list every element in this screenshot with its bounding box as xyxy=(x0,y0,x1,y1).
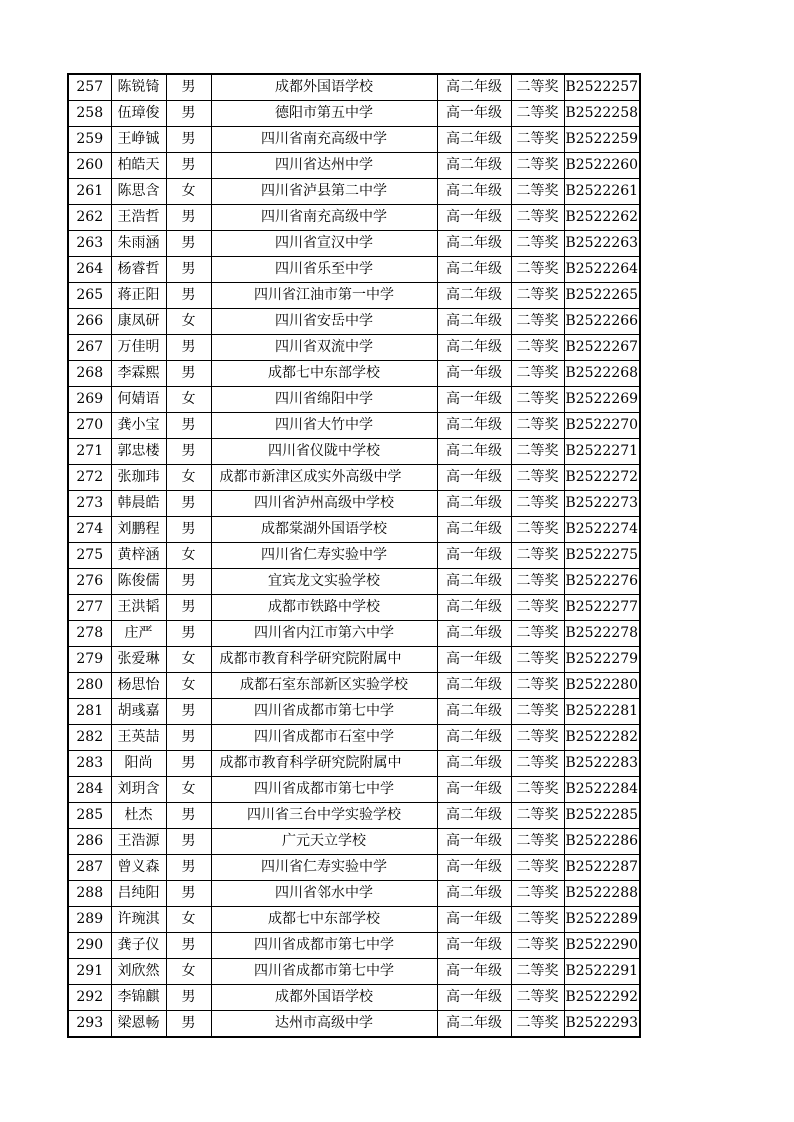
cell-gender: 男 xyxy=(166,74,211,101)
cell-certificate-id: B2522288 xyxy=(564,881,640,907)
cell-grade: 高一年级 xyxy=(437,777,511,803)
cell-grade: 高二年级 xyxy=(437,413,511,439)
table-row xyxy=(68,1011,640,1038)
cell-grade: 高一年级 xyxy=(437,465,511,491)
cell-grade: 高二年级 xyxy=(437,257,511,283)
cell-number: 261 xyxy=(68,179,111,205)
table-row xyxy=(68,101,640,127)
table-row xyxy=(68,335,640,361)
cell-school: 四川省成都市石室中学 xyxy=(211,725,437,751)
table-row xyxy=(68,569,640,595)
cell-gender: 男 xyxy=(166,725,211,751)
cell-school: 德阳市第五中学 xyxy=(211,101,437,127)
cell-name: 梁恩畅 xyxy=(111,1011,166,1038)
table-row xyxy=(68,959,640,985)
table-row xyxy=(68,647,640,673)
cell-gender: 女 xyxy=(166,647,211,673)
cell-gender: 男 xyxy=(166,855,211,881)
cell-number: 283 xyxy=(68,751,111,777)
cell-grade: 高二年级 xyxy=(437,621,511,647)
cell-award: 二等奖 xyxy=(511,335,564,361)
cell-school: 四川省成都市第七中学 xyxy=(211,933,437,959)
cell-gender: 女 xyxy=(166,777,211,803)
cell-award: 二等奖 xyxy=(511,725,564,751)
cell-award: 二等奖 xyxy=(511,881,564,907)
cell-number: 257 xyxy=(68,74,111,101)
cell-certificate-id: B2522268 xyxy=(564,361,640,387)
cell-certificate-id: B2522282 xyxy=(564,725,640,751)
cell-school: 四川省南充高级中学 xyxy=(211,127,437,153)
cell-number: 281 xyxy=(68,699,111,725)
cell-award: 二等奖 xyxy=(511,439,564,465)
cell-gender: 男 xyxy=(166,621,211,647)
cell-gender: 男 xyxy=(166,569,211,595)
cell-number: 286 xyxy=(68,829,111,855)
cell-certificate-id: B2522258 xyxy=(564,101,640,127)
cell-gender: 男 xyxy=(166,751,211,777)
cell-award: 二等奖 xyxy=(511,1011,564,1038)
table-row xyxy=(68,179,640,205)
cell-school: 四川省三台中学实验学校 xyxy=(211,803,437,829)
cell-grade: 高二年级 xyxy=(437,439,511,465)
cell-name: 万佳明 xyxy=(111,335,166,361)
cell-grade: 高二年级 xyxy=(437,179,511,205)
table-row xyxy=(68,985,640,1011)
cell-certificate-id: B2522293 xyxy=(564,1011,640,1038)
cell-gender: 男 xyxy=(166,257,211,283)
cell-school: 四川省仁寿实验中学 xyxy=(211,543,437,569)
cell-number: 292 xyxy=(68,985,111,1011)
cell-award: 二等奖 xyxy=(511,621,564,647)
cell-name: 王浩源 xyxy=(111,829,166,855)
cell-award: 二等奖 xyxy=(511,205,564,231)
cell-number: 265 xyxy=(68,283,111,309)
cell-gender: 男 xyxy=(166,153,211,179)
cell-name: 王峥铖 xyxy=(111,127,166,153)
cell-grade: 高二年级 xyxy=(437,309,511,335)
cell-grade: 高一年级 xyxy=(437,543,511,569)
cell-number: 291 xyxy=(68,959,111,985)
cell-award: 二等奖 xyxy=(511,855,564,881)
cell-name: 胡彧嘉 xyxy=(111,699,166,725)
cell-school: 四川省宣汉中学 xyxy=(211,231,437,257)
cell-gender: 男 xyxy=(166,699,211,725)
cell-gender: 女 xyxy=(166,179,211,205)
cell-name: 陈锐锜 xyxy=(111,74,166,101)
cell-award: 二等奖 xyxy=(511,361,564,387)
table-row xyxy=(68,621,640,647)
cell-grade: 高二年级 xyxy=(437,153,511,179)
cell-grade: 高二年级 xyxy=(437,1011,511,1038)
table-row xyxy=(68,74,640,101)
cell-number: 272 xyxy=(68,465,111,491)
cell-certificate-id: B2522276 xyxy=(564,569,640,595)
cell-name: 蒋正阳 xyxy=(111,283,166,309)
table-row xyxy=(68,309,640,335)
cell-name: 康凤研 xyxy=(111,309,166,335)
cell-name: 王洪韬 xyxy=(111,595,166,621)
cell-award: 二等奖 xyxy=(511,257,564,283)
cell-certificate-id: B2522261 xyxy=(564,179,640,205)
cell-school: 四川省邻水中学 xyxy=(211,881,437,907)
cell-grade: 高一年级 xyxy=(437,959,511,985)
cell-gender: 男 xyxy=(166,1011,211,1038)
cell-number: 288 xyxy=(68,881,111,907)
cell-school: 四川省成都市第七中学 xyxy=(211,959,437,985)
cell-number: 275 xyxy=(68,543,111,569)
cell-grade: 高一年级 xyxy=(437,101,511,127)
cell-number: 259 xyxy=(68,127,111,153)
cell-school: 成都外国语学校 xyxy=(211,74,437,101)
cell-certificate-id: B2522262 xyxy=(564,205,640,231)
cell-number: 263 xyxy=(68,231,111,257)
cell-grade: 高一年级 xyxy=(437,647,511,673)
cell-grade: 高二年级 xyxy=(437,231,511,257)
cell-school: 四川省乐至中学 xyxy=(211,257,437,283)
cell-name: 曾义森 xyxy=(111,855,166,881)
cell-certificate-id: B2522274 xyxy=(564,517,640,543)
cell-number: 289 xyxy=(68,907,111,933)
cell-certificate-id: B2522292 xyxy=(564,985,640,1011)
cell-name: 龚子仪 xyxy=(111,933,166,959)
cell-certificate-id: B2522260 xyxy=(564,153,640,179)
cell-grade: 高二年级 xyxy=(437,595,511,621)
cell-school: 四川省仪陇中学校 xyxy=(211,439,437,465)
cell-school: 成都市新津区成实外高级中学 xyxy=(211,465,437,491)
cell-award: 二等奖 xyxy=(511,101,564,127)
cell-gender: 男 xyxy=(166,517,211,543)
cell-school: 达州市高级中学 xyxy=(211,1011,437,1038)
cell-grade: 高二年级 xyxy=(437,699,511,725)
cell-grade: 高二年级 xyxy=(437,517,511,543)
cell-certificate-id: B2522290 xyxy=(564,933,640,959)
cell-school: 四川省泸县第二中学 xyxy=(211,179,437,205)
cell-name: 刘玥含 xyxy=(111,777,166,803)
cell-certificate-id: B2522283 xyxy=(564,751,640,777)
cell-certificate-id: B2522287 xyxy=(564,855,640,881)
cell-grade: 高一年级 xyxy=(437,387,511,413)
cell-number: 280 xyxy=(68,673,111,699)
cell-number: 274 xyxy=(68,517,111,543)
cell-number: 266 xyxy=(68,309,111,335)
cell-gender: 男 xyxy=(166,829,211,855)
cell-name: 刘鹏程 xyxy=(111,517,166,543)
cell-certificate-id: B2522271 xyxy=(564,439,640,465)
table-row xyxy=(68,881,640,907)
cell-gender: 男 xyxy=(166,491,211,517)
cell-gender: 男 xyxy=(166,985,211,1011)
cell-name: 杨思怡 xyxy=(111,673,166,699)
cell-gender: 男 xyxy=(166,231,211,257)
cell-school: 成都外国语学校 xyxy=(211,985,437,1011)
cell-award: 二等奖 xyxy=(511,907,564,933)
cell-name: 龚小宝 xyxy=(111,413,166,439)
cell-gender: 男 xyxy=(166,335,211,361)
cell-name: 陈俊儒 xyxy=(111,569,166,595)
cell-certificate-id: B2522284 xyxy=(564,777,640,803)
cell-grade: 高一年级 xyxy=(437,907,511,933)
cell-gender: 女 xyxy=(166,387,211,413)
table-row xyxy=(68,257,640,283)
cell-school: 四川省泸州高级中学校 xyxy=(211,491,437,517)
cell-name: 杨睿哲 xyxy=(111,257,166,283)
cell-number: 267 xyxy=(68,335,111,361)
cell-award: 二等奖 xyxy=(511,465,564,491)
cell-certificate-id: B2522291 xyxy=(564,959,640,985)
cell-grade: 高二年级 xyxy=(437,881,511,907)
cell-number: 269 xyxy=(68,387,111,413)
table-row xyxy=(68,595,640,621)
cell-school: 四川省江油市第一中学 xyxy=(211,283,437,309)
cell-number: 277 xyxy=(68,595,111,621)
table-row xyxy=(68,543,640,569)
cell-number: 264 xyxy=(68,257,111,283)
cell-name: 刘欣然 xyxy=(111,959,166,985)
cell-gender: 女 xyxy=(166,959,211,985)
cell-award: 二等奖 xyxy=(511,777,564,803)
cell-certificate-id: B2522289 xyxy=(564,907,640,933)
cell-name: 李锦麒 xyxy=(111,985,166,1011)
cell-name: 何婧语 xyxy=(111,387,166,413)
cell-certificate-id: B2522263 xyxy=(564,231,640,257)
cell-award: 二等奖 xyxy=(511,179,564,205)
cell-number: 285 xyxy=(68,803,111,829)
cell-number: 258 xyxy=(68,101,111,127)
cell-certificate-id: B2522267 xyxy=(564,335,640,361)
cell-grade: 高二年级 xyxy=(437,751,511,777)
cell-award: 二等奖 xyxy=(511,283,564,309)
award-rows xyxy=(68,74,640,1037)
cell-number: 260 xyxy=(68,153,111,179)
cell-school: 成都棠湖外国语学校 xyxy=(211,517,437,543)
cell-number: 262 xyxy=(68,205,111,231)
cell-school: 宜宾龙文实验学校 xyxy=(211,569,437,595)
cell-name: 阳尚 xyxy=(111,751,166,777)
cell-grade: 高一年级 xyxy=(437,855,511,881)
cell-number: 287 xyxy=(68,855,111,881)
cell-gender: 男 xyxy=(166,283,211,309)
cell-grade: 高一年级 xyxy=(437,933,511,959)
table-row xyxy=(68,673,640,699)
cell-school: 四川省成都市第七中学 xyxy=(211,699,437,725)
cell-school: 四川省达州中学 xyxy=(211,153,437,179)
cell-number: 279 xyxy=(68,647,111,673)
table-row xyxy=(68,517,640,543)
cell-grade: 高二年级 xyxy=(437,74,511,101)
cell-school: 成都市教育科学研究院附属中 xyxy=(211,751,437,777)
cell-grade: 高二年级 xyxy=(437,127,511,153)
cell-school: 成都市教育科学研究院附属中 xyxy=(211,647,437,673)
cell-award: 二等奖 xyxy=(511,309,564,335)
cell-award: 二等奖 xyxy=(511,491,564,517)
cell-grade: 高一年级 xyxy=(437,985,511,1011)
cell-certificate-id: B2522265 xyxy=(564,283,640,309)
cell-gender: 男 xyxy=(166,439,211,465)
table-row xyxy=(68,777,640,803)
cell-gender: 女 xyxy=(166,309,211,335)
cell-gender: 男 xyxy=(166,127,211,153)
cell-school: 四川省双流中学 xyxy=(211,335,437,361)
cell-number: 276 xyxy=(68,569,111,595)
cell-award: 二等奖 xyxy=(511,699,564,725)
table-row xyxy=(68,205,640,231)
table-row xyxy=(68,491,640,517)
cell-gender: 女 xyxy=(166,465,211,491)
cell-certificate-id: B2522286 xyxy=(564,829,640,855)
cell-school: 四川省内江市第六中学 xyxy=(211,621,437,647)
cell-gender: 女 xyxy=(166,673,211,699)
cell-number: 273 xyxy=(68,491,111,517)
cell-name: 李霖熙 xyxy=(111,361,166,387)
cell-certificate-id: B2522272 xyxy=(564,465,640,491)
table-row xyxy=(68,153,640,179)
cell-number: 293 xyxy=(68,1011,111,1038)
cell-name: 陈思含 xyxy=(111,179,166,205)
cell-award: 二等奖 xyxy=(511,153,564,179)
cell-grade: 高二年级 xyxy=(437,283,511,309)
cell-certificate-id: B2522270 xyxy=(564,413,640,439)
award-list-table xyxy=(67,73,641,1038)
cell-gender: 男 xyxy=(166,803,211,829)
cell-gender: 男 xyxy=(166,361,211,387)
table-row xyxy=(68,829,640,855)
cell-number: 282 xyxy=(68,725,111,751)
cell-school: 广元天立学校 xyxy=(211,829,437,855)
cell-grade: 高二年级 xyxy=(437,803,511,829)
table-row xyxy=(68,231,640,257)
cell-number: 290 xyxy=(68,933,111,959)
cell-name: 黄梓涵 xyxy=(111,543,166,569)
cell-school: 四川省仁寿实验中学 xyxy=(211,855,437,881)
cell-school: 四川省绵阳中学 xyxy=(211,387,437,413)
cell-school: 四川省南充高级中学 xyxy=(211,205,437,231)
cell-award: 二等奖 xyxy=(511,751,564,777)
cell-award: 二等奖 xyxy=(511,569,564,595)
cell-certificate-id: B2522264 xyxy=(564,257,640,283)
cell-grade: 高一年级 xyxy=(437,829,511,855)
cell-school: 成都七中东部学校 xyxy=(211,361,437,387)
cell-name: 柏皓天 xyxy=(111,153,166,179)
cell-certificate-id: B2522285 xyxy=(564,803,640,829)
table-row xyxy=(68,439,640,465)
cell-gender: 男 xyxy=(166,933,211,959)
cell-grade: 高二年级 xyxy=(437,569,511,595)
cell-number: 271 xyxy=(68,439,111,465)
cell-number: 278 xyxy=(68,621,111,647)
cell-gender: 女 xyxy=(166,907,211,933)
cell-gender: 男 xyxy=(166,881,211,907)
table-row xyxy=(68,933,640,959)
cell-certificate-id: B2522278 xyxy=(564,621,640,647)
cell-name: 王浩哲 xyxy=(111,205,166,231)
cell-award: 二等奖 xyxy=(511,829,564,855)
table-row xyxy=(68,855,640,881)
cell-award: 二等奖 xyxy=(511,673,564,699)
cell-award: 二等奖 xyxy=(511,959,564,985)
cell-certificate-id: B2522281 xyxy=(564,699,640,725)
cell-grade: 高一年级 xyxy=(437,361,511,387)
cell-award: 二等奖 xyxy=(511,543,564,569)
cell-certificate-id: B2522257 xyxy=(564,74,640,101)
cell-certificate-id: B2522279 xyxy=(564,647,640,673)
cell-award: 二等奖 xyxy=(511,413,564,439)
cell-certificate-id: B2522275 xyxy=(564,543,640,569)
cell-name: 韩晨皓 xyxy=(111,491,166,517)
cell-school: 四川省安岳中学 xyxy=(211,309,437,335)
cell-name: 庄严 xyxy=(111,621,166,647)
cell-grade: 高二年级 xyxy=(437,491,511,517)
cell-certificate-id: B2522280 xyxy=(564,673,640,699)
cell-award: 二等奖 xyxy=(511,985,564,1011)
table-row xyxy=(68,699,640,725)
cell-award: 二等奖 xyxy=(511,595,564,621)
table-row xyxy=(68,283,640,309)
cell-certificate-id: B2522273 xyxy=(564,491,640,517)
cell-award: 二等奖 xyxy=(511,387,564,413)
table-row xyxy=(68,361,640,387)
cell-certificate-id: B2522269 xyxy=(564,387,640,413)
cell-award: 二等奖 xyxy=(511,517,564,543)
cell-number: 268 xyxy=(68,361,111,387)
cell-award: 二等奖 xyxy=(511,231,564,257)
cell-name: 吕纯阳 xyxy=(111,881,166,907)
cell-school: 成都七中东部学校 xyxy=(211,907,437,933)
cell-school: 成都市铁路中学校 xyxy=(211,595,437,621)
table-row xyxy=(68,127,640,153)
cell-grade: 高二年级 xyxy=(437,673,511,699)
table-row xyxy=(68,387,640,413)
cell-name: 伍璋俊 xyxy=(111,101,166,127)
cell-gender: 男 xyxy=(166,101,211,127)
cell-award: 二等奖 xyxy=(511,647,564,673)
table-row xyxy=(68,465,640,491)
table-row xyxy=(68,907,640,933)
cell-name: 许琬淇 xyxy=(111,907,166,933)
cell-award: 二等奖 xyxy=(511,803,564,829)
cell-certificate-id: B2522266 xyxy=(564,309,640,335)
cell-name: 朱雨涵 xyxy=(111,231,166,257)
cell-award: 二等奖 xyxy=(511,74,564,101)
cell-number: 284 xyxy=(68,777,111,803)
table-row xyxy=(68,803,640,829)
cell-school: 成都石室东部新区实验学校 xyxy=(211,673,437,699)
cell-name: 杜杰 xyxy=(111,803,166,829)
cell-certificate-id: B2522277 xyxy=(564,595,640,621)
cell-grade: 高一年级 xyxy=(437,205,511,231)
cell-gender: 男 xyxy=(166,595,211,621)
cell-name: 王英喆 xyxy=(111,725,166,751)
cell-school: 四川省大竹中学 xyxy=(211,413,437,439)
cell-gender: 女 xyxy=(166,543,211,569)
cell-certificate-id: B2522259 xyxy=(564,127,640,153)
cell-award: 二等奖 xyxy=(511,127,564,153)
cell-grade: 高二年级 xyxy=(437,725,511,751)
cell-gender: 男 xyxy=(166,413,211,439)
cell-name: 张爱琳 xyxy=(111,647,166,673)
cell-grade: 高二年级 xyxy=(437,335,511,361)
cell-award: 二等奖 xyxy=(511,933,564,959)
cell-gender: 男 xyxy=(166,205,211,231)
table-row xyxy=(68,725,640,751)
table-row xyxy=(68,751,640,777)
cell-number: 270 xyxy=(68,413,111,439)
table-row xyxy=(68,413,640,439)
cell-school: 四川省成都市第七中学 xyxy=(211,777,437,803)
cell-name: 张珈玮 xyxy=(111,465,166,491)
cell-name: 郭忠楼 xyxy=(111,439,166,465)
